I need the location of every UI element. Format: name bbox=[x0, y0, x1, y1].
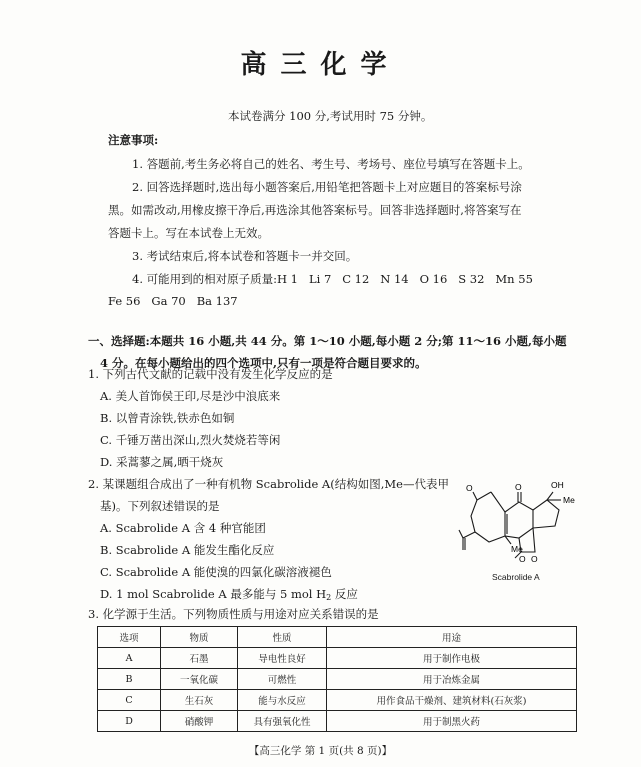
notice-line-1: 1. 答题前,考生务必将自己的姓名、考生号、考场号、座位号填写在答题卡上。 bbox=[132, 157, 530, 171]
ketone-o-label-1: O bbox=[466, 483, 473, 493]
section-heading-line-2: 4 分。在每小题给出的四个选项中,只有一项是符合题目要求的。 bbox=[100, 356, 427, 370]
ketone-o-label-2: O bbox=[515, 482, 522, 492]
page-footer: 【高三化学 第 1 页(共 8 页)】 bbox=[248, 745, 393, 757]
notice-line-2c: 答题卡上。写在本试卷上无效。 bbox=[108, 226, 269, 240]
h2-subscript: 2 bbox=[326, 593, 332, 602]
cell-property: 能与水反应 bbox=[238, 690, 327, 711]
q3-stem: 3. 化学源于生活。下列物质性质与用途对应关系错误的是 bbox=[88, 607, 379, 621]
q2-option-d-text: D. 1 mol Scabrolide A 最多能与 5 mol H bbox=[100, 587, 327, 601]
cell-substance: 石墨 bbox=[161, 648, 238, 669]
figure-caption: Scabrolide A bbox=[492, 572, 540, 582]
cell-property: 可燃性 bbox=[238, 669, 327, 690]
cell-use: 用作食品干燥剂、建筑材料(石灰浆) bbox=[327, 690, 577, 711]
cell-use: 用于冶炼金属 bbox=[327, 669, 577, 690]
header-option: 选项 bbox=[98, 627, 161, 648]
notice-heading: 注意事项: bbox=[108, 133, 159, 147]
cell-option: C bbox=[98, 690, 161, 711]
q2-option-d-tail: 反应 bbox=[331, 587, 358, 601]
lactone-o-label-1: O bbox=[519, 554, 526, 564]
notice-line-4b: Fe 56 Ga 70 Ba 137 bbox=[108, 294, 238, 308]
q2-option-d bbox=[100, 586, 358, 602]
q2-option-c: C. Scabrolide A 能使溴的四氯化碳溶液褪色 bbox=[100, 565, 332, 579]
cell-property: 导电性良好 bbox=[238, 648, 327, 669]
header-property: 性质 bbox=[238, 627, 327, 648]
cell-substance: 一氧化碳 bbox=[161, 669, 238, 690]
cell-property: 具有强氧化性 bbox=[238, 711, 327, 732]
section-heading-line-1: 一、选择题:本题共 16 小题,共 44 分。第 1～10 小题,每小题 2 分;第 11～16 小题,每小题 bbox=[88, 334, 567, 348]
q2-option-b: B. Scabrolide A 能发生酯化反应 bbox=[100, 543, 275, 557]
oh-label: OH bbox=[551, 480, 564, 490]
me-label-2: Me bbox=[511, 544, 523, 554]
table-row bbox=[98, 711, 577, 732]
header-use: 用途 bbox=[327, 627, 577, 648]
exam-info: 本试卷满分 100 分,考试用时 75 分钟。 bbox=[228, 109, 433, 123]
notice-line-2a: 2. 回答选择题时,选出每小题答案后,用铅笔把答题卡上对应题目的答案标号涂 bbox=[132, 180, 522, 194]
cell-option: A bbox=[98, 648, 161, 669]
lactone-o-label-2: O bbox=[531, 554, 538, 564]
cell-use: 用于制黑火药 bbox=[327, 711, 577, 732]
table-header-row bbox=[98, 627, 577, 648]
q1-stem: 1. 下列古代文献的记载中没有发生化学反应的是 bbox=[88, 367, 333, 381]
page-title: 高三化学 bbox=[240, 50, 401, 80]
cell-substance: 硝酸钾 bbox=[161, 711, 238, 732]
q2-option-a: A. Scabrolide A 含 4 种官能团 bbox=[100, 521, 266, 535]
table-row bbox=[98, 690, 577, 711]
header-substance: 物质 bbox=[161, 627, 238, 648]
notice-line-4a: 4. 可能用到的相对原子质量:H 1 Li 7 C 12 N 14 O 16 S 32 Mn 55 bbox=[132, 272, 533, 286]
q2-stem-line-1: 2. 某课题组合成出了一种有机物 Scabrolide A(结构如图,Me—代表甲 bbox=[88, 477, 449, 491]
q1-option-c: C. 千锤万凿出深山,烈火焚烧若等闲 bbox=[100, 433, 281, 447]
q3-table bbox=[97, 626, 577, 732]
scabrolide-a-structure bbox=[455, 470, 585, 570]
notice-line-3: 3. 考试结束后,将本试卷和答题卡一并交回。 bbox=[132, 249, 358, 263]
cell-use: 用于制作电极 bbox=[327, 648, 577, 669]
q1-option-d: D. 采蒿蓼之属,晒干烧灰 bbox=[100, 455, 224, 469]
q2-stem-line-2: 基)。下列叙述错误的是 bbox=[100, 499, 220, 513]
q1-option-b: B. 以曾青涂铁,铁赤色如铜 bbox=[100, 411, 235, 425]
notice-line-2b: 黑。如需改动,用橡皮擦干净后,再选涂其他答案标号。回答非选择题时,将答案写在 bbox=[108, 203, 522, 217]
me-label-1: Me bbox=[563, 495, 575, 505]
cell-substance: 生石灰 bbox=[161, 690, 238, 711]
table-row bbox=[98, 648, 577, 669]
q1-option-a: A. 美人首饰侯王印,尽是沙中浪底来 bbox=[100, 389, 281, 403]
cell-option: B bbox=[98, 669, 161, 690]
cell-option: D bbox=[98, 711, 161, 732]
table-row bbox=[98, 669, 577, 690]
